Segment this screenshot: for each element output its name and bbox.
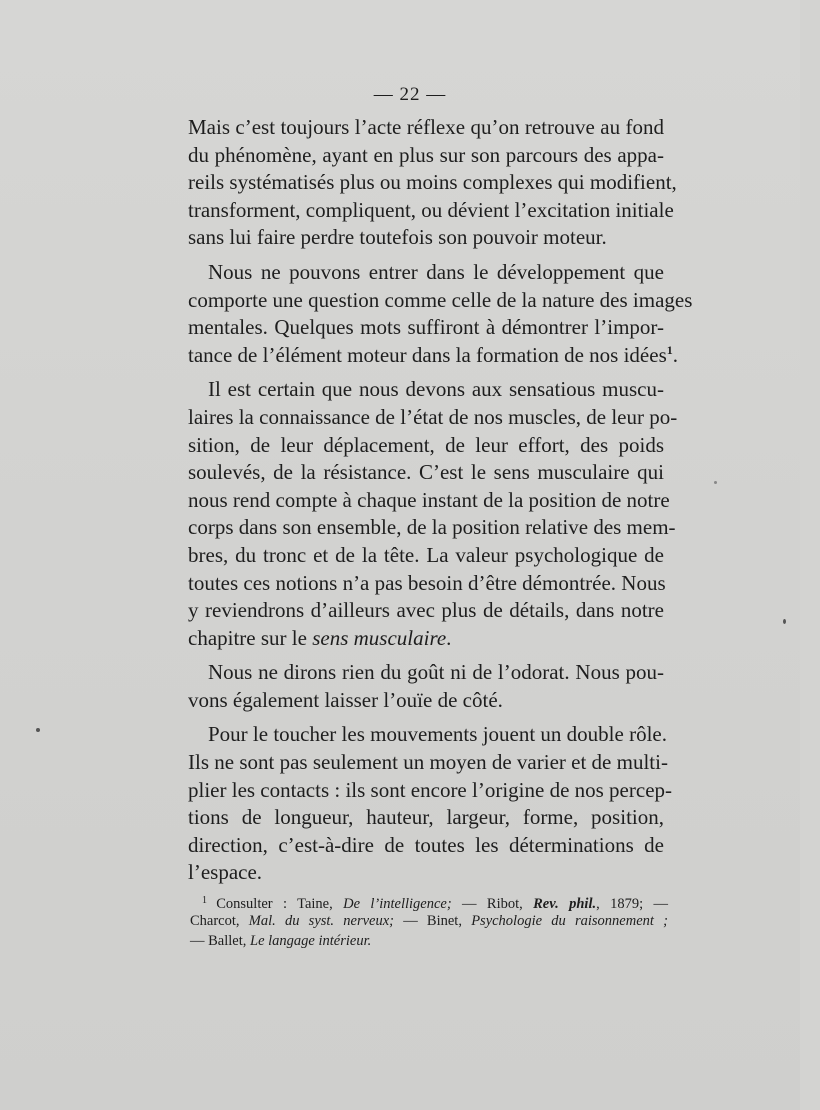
text-line (188, 287, 693, 315)
footnote-line: $^1$ Consulter : Taine, De l’intelligence; — Ribot, Rev. phil., 1879; — (202, 895, 668, 912)
text-line (188, 542, 664, 570)
footnote-line: Charcot, Mal. du syst. nerveux; — Binet, Psychologie du raisonnement ; (190, 913, 668, 929)
text-line (188, 432, 664, 460)
text-line-content: Nous ne dirons rien du goût ni de l’odorat. Nous pou- (208, 660, 664, 685)
text-line (188, 659, 664, 687)
text-line (188, 597, 664, 625)
text-line-content: reils systématisés plus ou moins complexes qui modifient, (188, 170, 677, 195)
citation-title: Mal. du syst. nerveux; (248, 913, 394, 929)
citation-title: Le langage intérieur. (250, 933, 372, 949)
text-line (188, 832, 664, 860)
text-line-content: Nous ne pouvons entrer dans le développement que (208, 259, 664, 284)
citation-title: De l’intelligence; (343, 896, 452, 912)
text-line-content: l’espace. (188, 860, 263, 885)
text-line-content: sition, de leur déplacement, de leur effort, des poids (188, 432, 664, 457)
footnotes (190, 891, 668, 951)
text-line-content: chapitre sur le (188, 625, 313, 650)
text-line (188, 687, 664, 715)
footnote-reference: 1 (666, 342, 673, 357)
text-line-content: comporte une question comme celle de la nature des images (188, 287, 693, 312)
text-line-content: plier les contacts : ils sont encore l’origine de nos percep- (188, 777, 673, 802)
text-line (188, 404, 678, 432)
text-line (188, 259, 664, 287)
paragraph-gap (188, 714, 664, 721)
scan-speck (36, 728, 40, 732)
text-line (188, 570, 664, 598)
text-line-content: direction, c’est-à-dire de toutes les déterminations de (188, 832, 664, 857)
text-line (188, 376, 664, 404)
text-line-content: mentales. Quelques mots suffiront à démontrer l’impor- (188, 315, 664, 340)
text-line (188, 169, 677, 197)
page-number: — 22 — (373, 84, 447, 105)
text-line: tance de l’élément moteur dans la formation de nos idées$^1$. (188, 342, 678, 367)
text-line-content: bres, du tronc et de la tête. La valeur psychologique de (188, 542, 664, 567)
text-line-content: vons également laisser l’ouïe de côté. (188, 687, 503, 712)
scan-speck (783, 619, 786, 624)
text-line-content: Il est certain que nous devons aux sensatious muscu- (208, 377, 664, 402)
text-line (188, 114, 664, 142)
text-line (188, 514, 676, 542)
text-line-content: laires la connaissance de l’état de nos muscles, de leur po- (188, 404, 678, 429)
scan-speck (714, 481, 717, 484)
text-line-content: du phénomène, ayant en plus sur son parcours des appa- (188, 142, 664, 167)
footnote-mark: 1 (202, 895, 217, 906)
citation-title: Psychologie du raisonnement ; (471, 913, 668, 929)
text-line-content: tance de l’élément moteur dans la formation de nos idées (188, 342, 667, 367)
text-line (188, 487, 670, 515)
text-line-content: Mais c’est toujours l’acte réflexe qu’on retrouve au fond (188, 115, 664, 139)
text-line (188, 224, 664, 252)
emphasis: sens musculaire (312, 625, 447, 650)
text-line-content: Ils ne sont pas seulement un moyen de varier et de multi- (188, 750, 668, 775)
text-line-content: sans lui faire perdre toutefois son pouvoir moteur. (188, 225, 607, 250)
text-line-content: transforment, compliquent, ou dévient l’excitation initiale (188, 197, 674, 222)
text-line-content: soulevés, de la résistance. C’est le sens musculaire qui (188, 460, 664, 485)
text-line (188, 777, 673, 805)
text-line (188, 749, 668, 777)
text-line (188, 142, 664, 170)
text-line (188, 804, 664, 832)
citation-title: Rev. phil. (533, 896, 597, 912)
text-line (188, 314, 664, 342)
text-line: chapitre sur le sens musculaire. (188, 625, 452, 650)
text-line-content: y reviendrons d’ailleurs avec plus de détails, dans notre (188, 598, 664, 623)
footnote-line: — Ballet, Le langage intérieur. (190, 933, 372, 949)
paragraph-gap (188, 252, 664, 259)
text-line (188, 721, 667, 749)
paragraph-gap (188, 652, 664, 659)
text-line-content: tions de longueur, hauteur, largeur, forme, position, (188, 805, 664, 830)
text-line-content: nous rend compte à chaque instant de la position de notre (188, 487, 670, 512)
text-line (188, 197, 674, 225)
text-line-content: corps dans son ensemble, de la position relative des mem- (188, 515, 676, 540)
text-line-content: Pour le toucher les mouvements jouent un double rôle. (208, 722, 667, 747)
body-text (188, 114, 693, 887)
paragraph-gap (188, 369, 664, 376)
text-line (188, 859, 664, 887)
text-line (188, 459, 664, 487)
text-line-content: toutes ces notions n’a pas besoin d’être démontrée. Nous (188, 570, 666, 595)
